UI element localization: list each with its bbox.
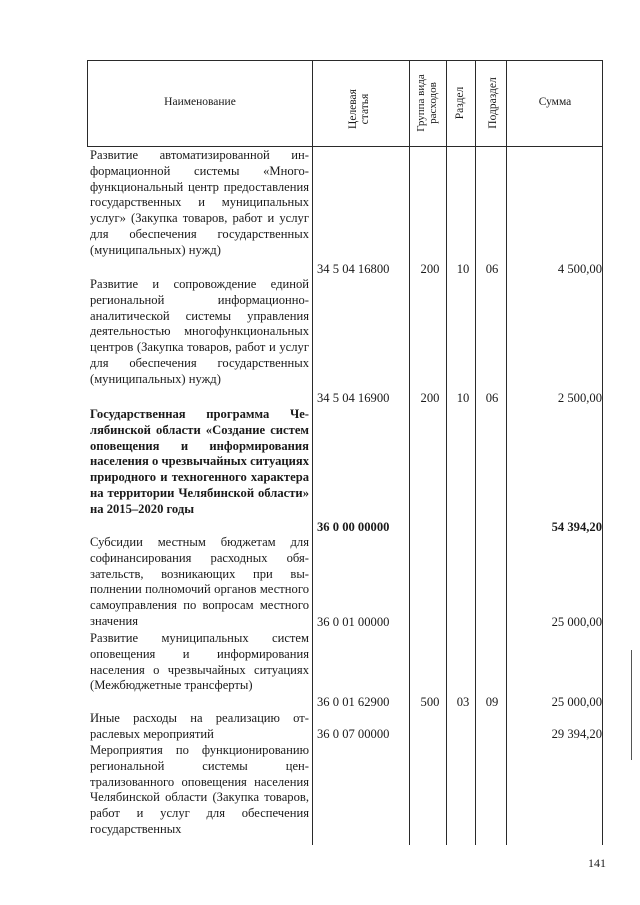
row-name: Иные расходы на реализацию отраслевых мероприятий <box>90 711 309 741</box>
row-code: 36 0 01 62900 <box>317 695 390 709</box>
row-group: 200 <box>420 391 440 405</box>
row-group: 500 <box>420 695 440 709</box>
row-code: 36 0 00 00000 <box>317 520 390 534</box>
header-bottom-border <box>87 146 603 147</box>
header-target-line1: Целевая <box>347 89 359 129</box>
row-sum: 29 394,20 <box>551 727 602 741</box>
row-sum: 25 000,00 <box>551 615 602 629</box>
header-target-line2: статья <box>359 93 371 125</box>
row-code: 36 0 07 00000 <box>317 727 390 741</box>
page-number: 141 <box>588 856 606 870</box>
row-subsection: 06 <box>485 391 499 405</box>
header-section: Раздел <box>454 86 466 120</box>
col-divider-group <box>446 60 447 845</box>
header-group-line1: Группа вида <box>415 74 427 132</box>
row-name: Развитие и сопровождение единой региональной информационно-аналитической системы управления деятельностью многофункциональных центров (Закупка товаров, работ и услуг для обеспечения государственных (муниципальных) нужд) <box>90 277 309 386</box>
table-right-border <box>602 60 603 845</box>
col-divider-name <box>312 60 313 845</box>
col-divider-code <box>409 60 410 845</box>
row-code: 34 5 04 16900 <box>317 391 390 405</box>
row-name: Развитие автоматизированной информационной системы «Многофункциональный центр предоставления государственных и муниципальных услуг» (Закупка товаров, работ и услуг для обеспечения государственных (муниципальных) нужд) <box>90 148 309 257</box>
col-divider-section <box>475 60 476 845</box>
row-name: Субсидии местным бюджетам для софинансирования расходных обязательств, возникающих при выполнении полномочий органов местного самоуправления по вопросам местного значения <box>90 535 309 628</box>
row-name: Мероприятия по функционированию региональной системы централизованного оповещения населения Челябинской области (Закупка товаров, работ и услуг для обеспечения государственных <box>90 743 309 836</box>
header-subsection: Подраздел <box>487 77 499 129</box>
header-name: Наименование <box>164 96 236 108</box>
col-divider-subsection <box>506 60 507 845</box>
row-sum: 4 500,00 <box>557 262 602 276</box>
row-section: 10 <box>456 262 470 276</box>
table-top-border <box>87 60 603 61</box>
row-sum: 25 000,00 <box>551 695 602 709</box>
row-section: 03 <box>456 695 470 709</box>
header-group-line2: расходов <box>427 82 439 124</box>
row-section: 10 <box>456 391 470 405</box>
row-sum: 54 394,20 <box>551 520 602 534</box>
row-code: 36 0 01 00000 <box>317 615 390 629</box>
header-target <box>347 69 373 149</box>
row-subsection: 09 <box>485 695 499 709</box>
header-group <box>415 62 441 144</box>
row-code: 34 5 04 16800 <box>317 262 390 276</box>
row-group: 200 <box>420 262 440 276</box>
scan-edge-line <box>631 650 632 760</box>
table-left-border <box>87 60 88 147</box>
header-sum: Сумма <box>538 96 572 108</box>
row-name: Развитие муниципальных систем оповещения и информирования населения о чрезвычайных ситуациях (Межбюджетные трансферты) <box>90 631 309 693</box>
row-subsection: 06 <box>485 262 499 276</box>
row-sum: 2 500,00 <box>557 391 602 405</box>
row-name: Государственная программа Челябинской области «Создание систем оповещения и информирования населения о чрезвычайных ситуациях природного и техногенного характера на территории Челябинской области» на 2015–2020 годы <box>90 407 309 516</box>
